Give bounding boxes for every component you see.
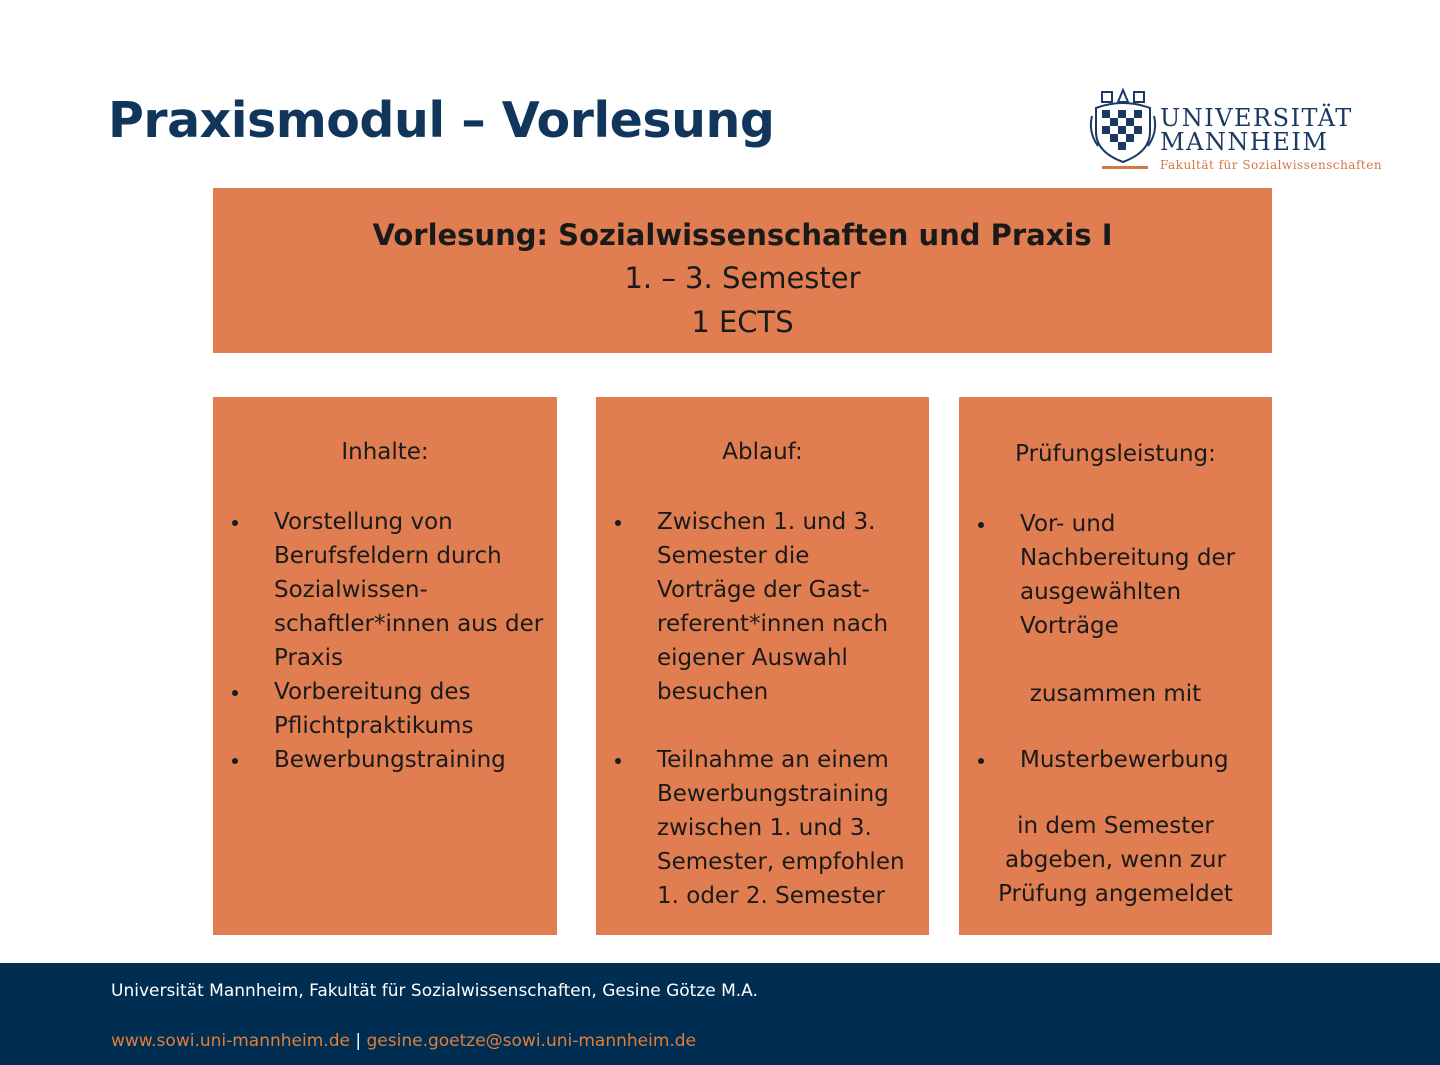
exam-connector: zusammen mit bbox=[1029, 681, 1202, 707]
logo-underline bbox=[1102, 166, 1148, 169]
footer-bar bbox=[0, 963, 1440, 1065]
footer-contact bbox=[111, 1031, 696, 1051]
slide-title: Praxismodul – Vorlesung bbox=[108, 92, 775, 149]
exam-box bbox=[959, 397, 1272, 935]
exam-note: in dem Semester abgeben, wenn zur Prüfung angemeldet bbox=[998, 813, 1233, 907]
procedure-box bbox=[596, 397, 929, 935]
contents-box bbox=[213, 397, 557, 935]
list-item: Musterbewerbung bbox=[959, 743, 1272, 777]
website-link[interactable]: www.sowi.uni-mannheim.de bbox=[111, 1031, 350, 1051]
lecture-header-box bbox=[213, 188, 1272, 353]
contents-list bbox=[213, 505, 557, 777]
list-item: Vorbereitung des Pflichtpraktikums bbox=[213, 675, 557, 743]
logo-university-text: UNIVERSITÄT bbox=[1160, 104, 1353, 132]
footer-credit: Universität Mannheim, Fakultät für Sozialwissenschaften, Gesine Götze M.A. bbox=[111, 981, 758, 1001]
procedure-list bbox=[596, 505, 929, 913]
crest-icon bbox=[1088, 86, 1158, 166]
list-item: Vor- und Nachbereitung der ausgewählten Vorträge bbox=[959, 507, 1272, 643]
list-item: Teilnahme an einem Bewerbungstraining zwischen 1. und 3. Semester, empfohlen 1. oder 2. Semester bbox=[596, 743, 929, 913]
list-item: Vorstellung von Berufsfeldern durch Sozialwissen-schaftler*innen aus der Praxis bbox=[213, 505, 557, 675]
exam-list bbox=[959, 507, 1272, 643]
contents-heading: Inhalte: bbox=[341, 439, 429, 465]
exam-heading: Prüfungsleistung: bbox=[1015, 441, 1216, 467]
lecture-title: Vorlesung: Sozialwissenschaften und Praxis I bbox=[372, 218, 1113, 252]
lecture-semester: 1. – 3. Semester bbox=[624, 261, 861, 295]
logo-faculty-text: Fakultät für Sozialwissenschaften bbox=[1160, 158, 1383, 172]
list-item: Bewerbungstraining bbox=[213, 743, 557, 777]
footer-separator: | bbox=[355, 1031, 362, 1051]
email-link[interactable]: gesine.goetze@sowi.uni-mannheim.de bbox=[366, 1031, 697, 1051]
lecture-ects: 1 ECTS bbox=[691, 305, 794, 339]
list-item: Zwischen 1. und 3. Semester die Vorträge der Gast-referent*innen nach eigener Auswahl besuchen bbox=[596, 505, 929, 709]
logo-city-text: MANNHEIM bbox=[1160, 128, 1329, 156]
procedure-heading: Ablauf: bbox=[722, 439, 803, 465]
exam-list-2 bbox=[959, 743, 1272, 777]
university-logo bbox=[1088, 86, 1388, 174]
